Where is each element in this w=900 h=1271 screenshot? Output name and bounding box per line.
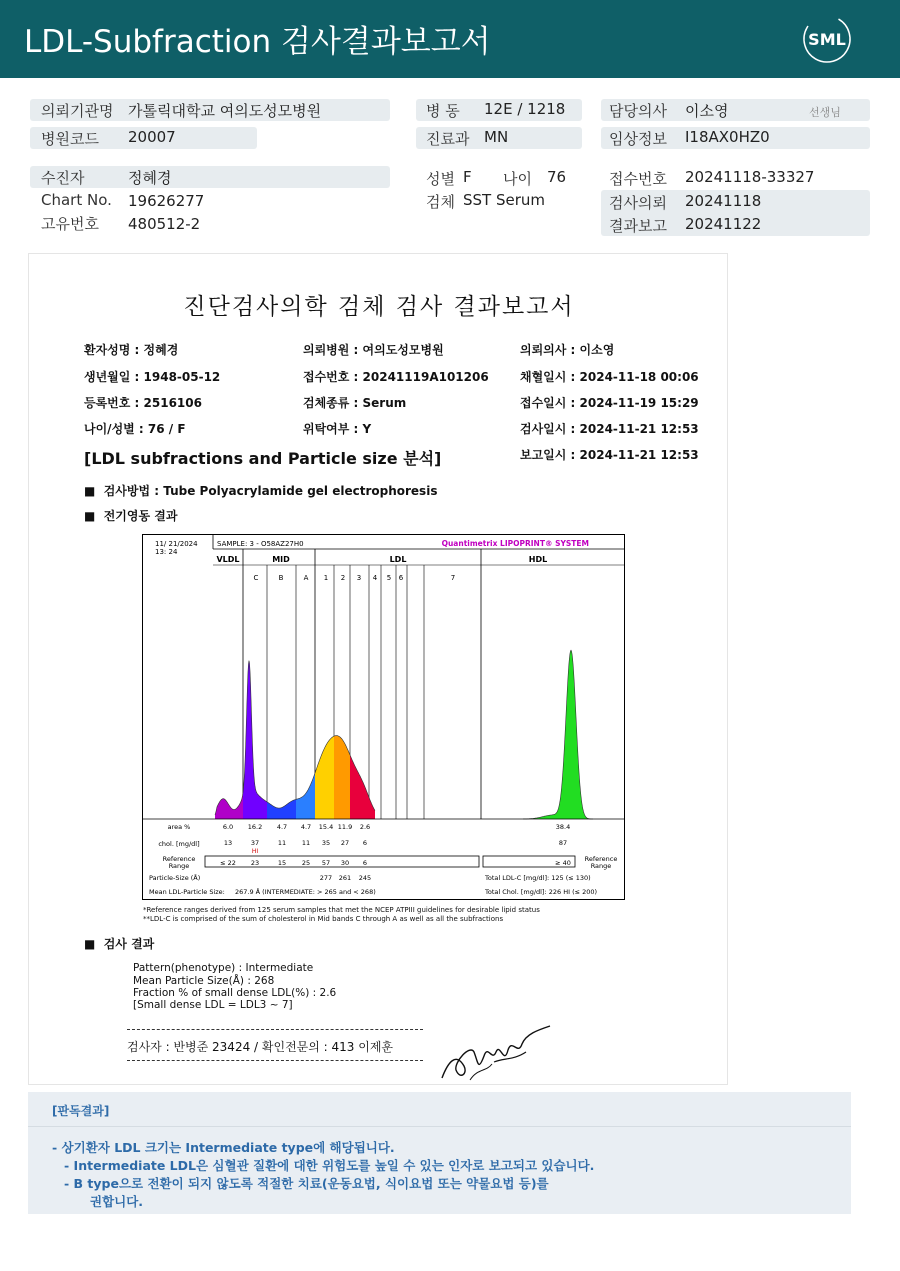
result-sdldl-definition: [Small dense LDL = LDL3 ~ 7]: [133, 999, 293, 1011]
sex-value: F: [463, 168, 472, 186]
total-ldl-text: Total LDL-C [mg/dl]: 125 (≤ 130): [485, 874, 591, 882]
row-label-chol: chol. [mg/dl]: [158, 840, 200, 848]
footnote-1: *Reference ranges derived from 125 serum samples that met the NCEP ATPIII guidelines for desirable lipid status: [143, 906, 540, 914]
report-received: 접수일시 : 2024-11-19 15:29: [520, 396, 699, 410]
chol-value: 35: [321, 839, 331, 847]
band-label: C: [253, 574, 259, 582]
footnote-2: **LDL-C is comprised of the sum of cholesterol in Mid bands C through A as well as all the subfractions: [143, 915, 504, 923]
age-value: 76: [547, 168, 567, 186]
band-label: 7: [450, 574, 456, 582]
area-value: 15.4: [318, 823, 334, 831]
hdl-outline: [523, 650, 593, 819]
interpretation-line-1: - 상기환자 LDL 크기는 Intermediate type에 해당됩니다.: [52, 1140, 395, 1155]
receipt-value: 20241118-33327: [685, 168, 815, 186]
row-label-particle: Particle-Size (Å): [149, 874, 201, 882]
ldl2-region: [334, 736, 350, 819]
report-reg-no: 등록번호 : 2516106: [84, 396, 202, 410]
age-label: 나이: [503, 170, 532, 188]
unique-no-label: 고유번호: [41, 215, 99, 233]
ref-value: 15: [277, 859, 287, 867]
signature: [434, 1022, 554, 1084]
examinee-label: 수진자: [41, 169, 85, 187]
method-text: 검사방법 : Tube Polyacrylamide gel electrophoresis: [103, 484, 438, 498]
electro-title: 전기영동 결과: [103, 509, 178, 523]
tester-divider-bottom: [127, 1060, 423, 1061]
group-label: MID: [272, 555, 290, 564]
ref-value: 6: [362, 859, 368, 867]
electro-bullet: ■ 전기영동 결과: [84, 509, 178, 523]
report-age-sex: 나이/성별 : 76 / F: [84, 422, 186, 436]
report-reported: 보고일시 : 2024-11-21 12:53: [520, 448, 699, 462]
report-outsourced: 위탁여부 : Y: [303, 422, 372, 436]
header-bar: [0, 0, 900, 78]
dept-label: 진료과: [426, 130, 470, 148]
band-label: 3: [356, 574, 362, 582]
total-chol-text: Total Chol. [mg/dl]: 226 HI (≤ 200): [485, 888, 598, 896]
result-bullet: ■ 검사 결과: [84, 937, 155, 951]
particle-size-value: 277: [319, 874, 333, 882]
chol-value: 87: [558, 839, 568, 847]
chol-hi-flag: HI: [251, 848, 259, 855]
ref-value: 25: [301, 859, 311, 867]
hospital-code-label: 병원코드: [41, 130, 99, 148]
ref-value: 23: [250, 859, 260, 867]
result-pattern: Pattern(phenotype) : Intermediate: [133, 962, 314, 974]
area-value: 16.2: [247, 823, 263, 831]
dept-value: MN: [484, 128, 509, 146]
method-bullet: ■ 검사방법 : Tube Polyacrylamide gel electrophoresis: [84, 484, 438, 498]
mid-c-region: [243, 661, 267, 820]
report-title: 진단검사의학 검체 검사 결과보고서: [183, 294, 575, 320]
receipt-label: 접수번호: [609, 170, 667, 188]
lipoprint-svg: [143, 535, 626, 901]
lipoprint-chart: [142, 534, 625, 900]
area-value: 4.7: [276, 823, 288, 831]
interpretation-line-4: 권합니다.: [90, 1194, 144, 1209]
mean-size-value: 267.9 Å (INTERMEDIATE: > 265 and < 268): [235, 888, 376, 896]
band-label: 1: [323, 574, 329, 582]
sml-logo: [800, 12, 854, 66]
report-date-value: 20241122: [685, 215, 762, 233]
clinical-label: 임상정보: [609, 130, 667, 148]
result-title: 검사 결과: [103, 937, 155, 951]
ward-value: 12E / 1218: [484, 100, 566, 118]
doctor-value: 이소영: [685, 102, 729, 120]
specimen-value: SST Serum: [463, 191, 546, 209]
clinical-value: I18AX0HZ0: [685, 128, 770, 146]
interpretation-heading: [판독결과]: [52, 1104, 110, 1118]
ref-value: 57: [321, 859, 331, 867]
result-mean-size: Mean Particle Size(Å) : 268: [133, 975, 275, 987]
ward-label: 병 동: [426, 102, 460, 120]
interpretation-line-2: - Intermediate LDL은 심혈관 질환에 대한 위험도를 높일 수 있는 인자로 보고되고 있습니다.: [64, 1158, 595, 1173]
interpretation-panel: [28, 1092, 851, 1214]
institution-label: 의뢰기관명: [41, 102, 114, 120]
report-dob: 생년월일 : 1948-05-12: [84, 370, 221, 384]
ref-value: ≤ 22: [220, 859, 236, 867]
area-value: 2.6: [359, 823, 371, 831]
result-sdldl-fraction: Fraction % of small dense LDL(%) : 2.6: [133, 987, 337, 999]
ldl3-region: [350, 755, 375, 819]
band-label: 2: [340, 574, 346, 582]
logo-text: SML: [808, 30, 846, 49]
chart-brand: Quantimetrix LIPOPRINT® SYSTEM: [441, 539, 589, 548]
chol-value: 27: [340, 839, 350, 847]
request-date-value: 20241118: [685, 192, 762, 210]
unique-no-value: 480512-2: [128, 215, 201, 233]
mid-b-region: [267, 799, 296, 819]
band-label: 5: [386, 574, 392, 582]
specimen-label: 검체: [426, 193, 455, 211]
report-receipt-no: 접수번호 : 20241119A101206: [303, 370, 489, 384]
row-label-ref-2: Range: [168, 862, 190, 870]
report-specimen-type: 검체종류 : Serum: [303, 396, 407, 410]
chol-value: 37: [250, 839, 260, 847]
ref-value: ≥ 40: [555, 859, 571, 867]
ref-right-label-2: Range: [590, 862, 612, 870]
report-patient-name: 환자성명 : 정혜경: [84, 343, 179, 357]
interpretation-header: [28, 1092, 851, 1127]
report-req-doctor: 의뢰의사 : 이소영: [520, 343, 615, 357]
interpretation-line-3: - B type으로 전환이 되지 않도록 적절한 치료(운동요법, 식이요법 또는 약물요법 등)를: [64, 1176, 549, 1191]
chart-no-value: 19626277: [128, 192, 205, 210]
examinee-value: 정혜경: [128, 169, 172, 187]
tester-divider-top: [127, 1029, 423, 1030]
row-label-mean: Mean LDL-Particle Size:: [149, 888, 225, 896]
sex-label: 성별: [426, 170, 455, 188]
report-collected: 채혈일시 : 2024-11-18 00:06: [520, 370, 699, 384]
band-label: 4: [372, 574, 378, 582]
chol-value: 11: [277, 839, 287, 847]
particle-size-value: 261: [338, 874, 352, 882]
chol-value: 13: [223, 839, 233, 847]
group-label: HDL: [528, 555, 548, 564]
chart-time: 13: 24: [155, 548, 178, 556]
group-label: VLDL: [216, 555, 240, 564]
particle-size-value: 245: [358, 874, 372, 882]
doctor-suffix: 선생님: [809, 106, 841, 119]
tester-line: 검사자 : 반병준 23424 / 확인전문의 : 413 이제훈: [127, 1040, 394, 1054]
band-label: B: [278, 574, 284, 582]
doctor-label: 담당의사: [609, 102, 667, 120]
area-value: 38.4: [555, 823, 571, 831]
request-date-label: 검사의뢰: [609, 194, 667, 212]
row-label-area: area %: [167, 823, 191, 831]
institution-value: 가톨릭대학교 여의도성모병원: [128, 102, 322, 120]
ref-right-label-1: Reference: [584, 855, 618, 863]
band-label: A: [303, 574, 309, 582]
area-value: 11.9: [337, 823, 353, 831]
chart-no-label: Chart No.: [41, 191, 112, 209]
group-label: LDL: [389, 555, 407, 564]
chol-value: 6: [362, 839, 368, 847]
report-tested: 검사일시 : 2024-11-21 12:53: [520, 422, 699, 436]
chart-sample: SAMPLE: 3 - O58AZ27H0: [217, 540, 304, 548]
hospital-code-value: 20007: [128, 128, 176, 146]
area-value: 6.0: [222, 823, 234, 831]
band-label: 6: [398, 574, 404, 582]
ref-value: 30: [340, 859, 350, 867]
report-date-label: 결과보고: [609, 217, 667, 235]
page-title: LDL-Subfraction 검사결과보고서: [24, 24, 491, 60]
row-label-ref-1: Reference: [162, 855, 196, 863]
hdl-region: [523, 650, 593, 819]
chart-date: 11/ 21/2024: [155, 540, 198, 548]
area-value: 4.7: [300, 823, 312, 831]
report-section-title: [LDL subfractions and Particle size 분석]: [84, 449, 442, 468]
chol-value: 11: [301, 839, 311, 847]
report-req-hospital: 의뢰병원 : 여의도성모병원: [303, 343, 444, 357]
